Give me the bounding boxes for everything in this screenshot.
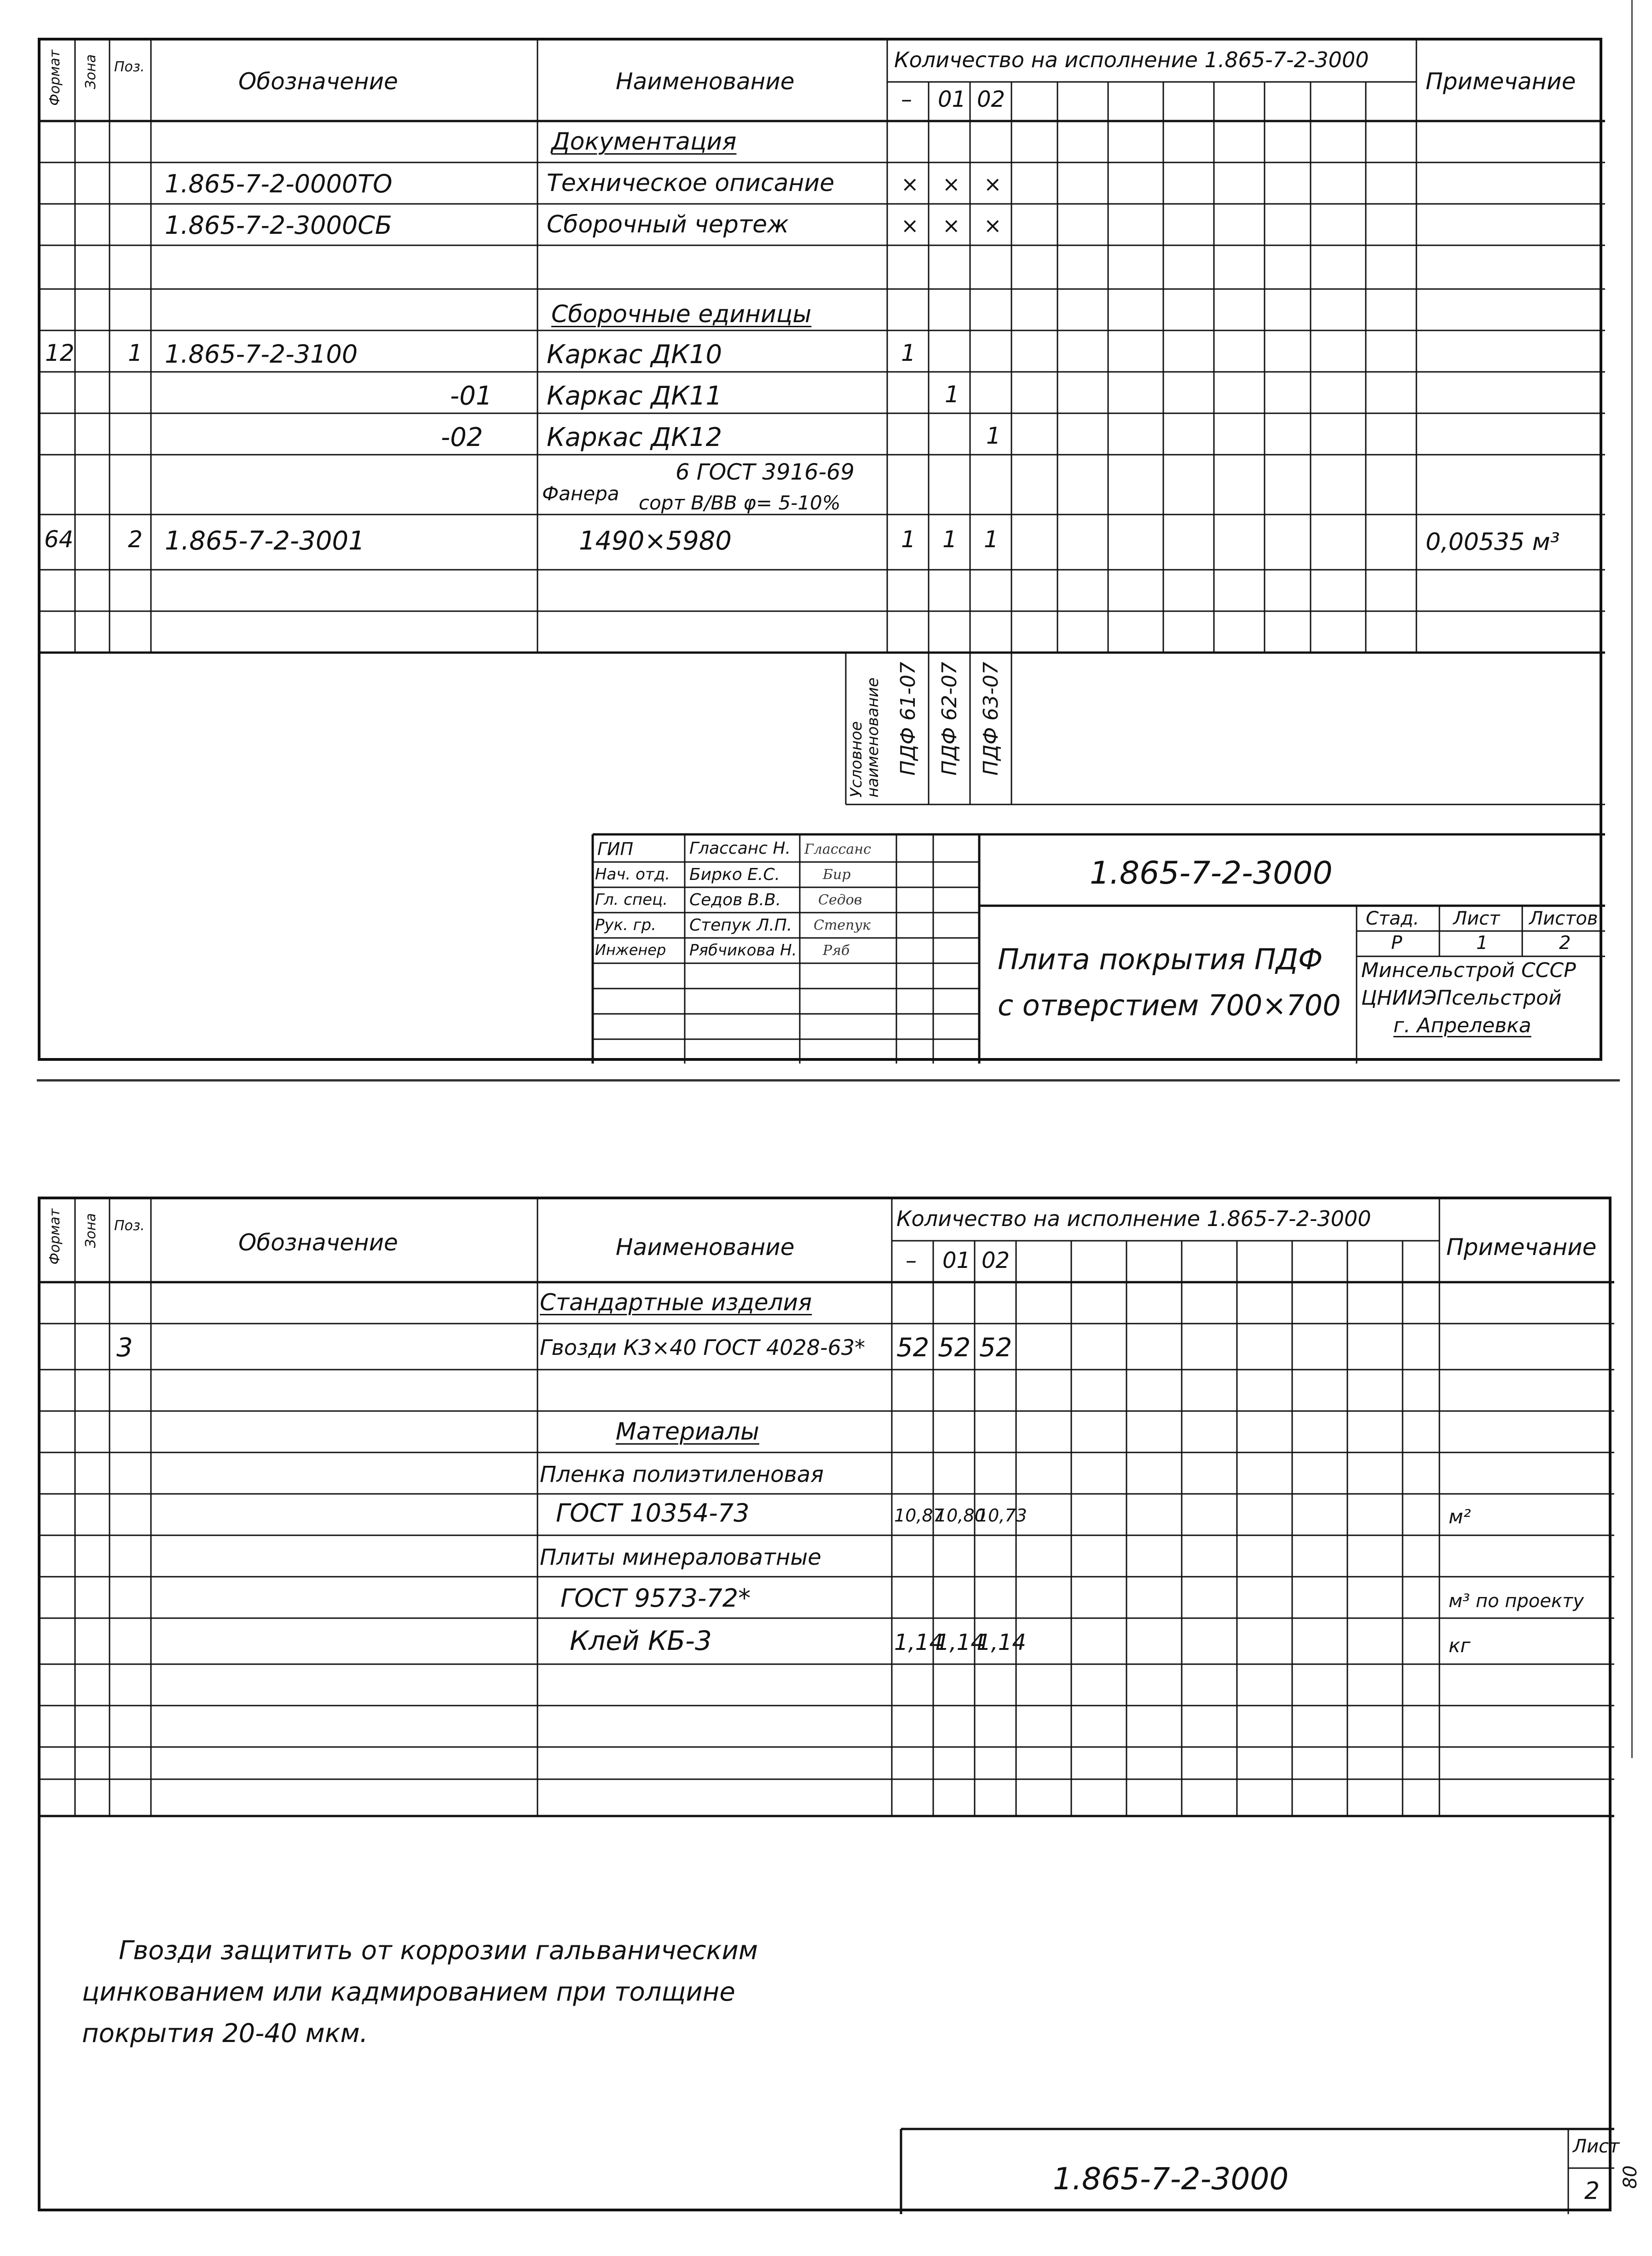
row-name: Гвозди К3×40 ГОСТ 4028-63*: [540, 1335, 866, 1360]
row-designation: 1.865-7-2-3000СБ: [165, 211, 392, 240]
conditional-name-label: Условное наименование: [847, 677, 882, 798]
row-format: 12: [45, 340, 75, 366]
qty-cell: 1: [945, 381, 959, 408]
row-note: 0,00535 м³: [1426, 528, 1560, 556]
header-zone: Зона: [83, 1213, 99, 1248]
qty-cell: ×: [901, 172, 919, 197]
plywood-label: Фанера: [542, 482, 619, 505]
qty-cell: 1: [942, 526, 957, 553]
stamp-doc-number: 1.865-7-2-3000: [1053, 2161, 1289, 2197]
qty-cell: 1,14: [936, 1630, 985, 1655]
qty-cell: 1: [901, 340, 916, 366]
qty-cell: 1: [986, 422, 1001, 449]
header-variant-01: 01: [942, 1248, 971, 1273]
header-note: Примечание: [1426, 68, 1576, 95]
row-designation: -01: [450, 381, 492, 411]
header-format: Формат: [47, 1209, 63, 1265]
staff-signature: Седов: [818, 892, 862, 908]
header-qty-title: Количество на исполнение 1.865-7-2-3000: [894, 47, 1369, 72]
conditional-name: ПДФ 63-07: [979, 662, 1003, 776]
org-line-2: ЦНИИЭПсельстрой: [1361, 986, 1562, 1010]
qty-cell: ×: [901, 213, 919, 238]
header-note: Примечание: [1446, 1234, 1597, 1261]
staff-signature: Ряб: [823, 943, 850, 959]
org-line-3: г. Апрелевка: [1393, 1014, 1531, 1037]
row-pos: 1: [128, 340, 143, 366]
qty-cell: 1: [984, 526, 999, 553]
right-edge-line: [1631, 0, 1633, 1758]
staff-name: Бирко Е.С.: [689, 865, 780, 884]
note-line: цинкованием или кадмированием при толщине: [82, 1977, 735, 2007]
qty-cell: 52: [979, 1333, 1012, 1363]
row-name: ГОСТ 10354-73: [556, 1498, 750, 1527]
section-materials: Материалы: [616, 1418, 759, 1446]
row-designation: 1.865-7-2-3100: [165, 340, 358, 369]
qty-cell: ×: [984, 213, 1002, 238]
row-name: ГОСТ 9573-72*: [560, 1584, 751, 1613]
row-pos: 2: [128, 526, 143, 553]
row-name: Пленка полиэтиленовая: [540, 1462, 824, 1487]
section-assembly-units: Сборочные единицы: [551, 301, 812, 328]
qty-cell: 52: [938, 1333, 971, 1363]
row-format: 64: [44, 526, 74, 553]
staff-role: Инженер: [595, 941, 666, 959]
row-name: Плиты минераловатные: [540, 1544, 821, 1570]
row-designation: 1.865-7-2-0000ТО: [165, 169, 393, 198]
staff-role: Нач. отд.: [595, 865, 670, 884]
qty-cell: ×: [942, 172, 960, 197]
title-line-2: с отверстием 700×700: [998, 989, 1341, 1022]
header-variant-base: –: [901, 87, 912, 112]
qty-cell: 1,14: [894, 1630, 943, 1655]
staff-name: Степук Л.П.: [689, 916, 792, 935]
staff-name: Глассанс Н.: [689, 839, 791, 858]
header-variant-02: 02: [982, 1248, 1010, 1273]
header-designation: Обозначение: [238, 1229, 398, 1256]
spec-sheet-2: [38, 1197, 1620, 2211]
row-note: м²: [1449, 1505, 1471, 1528]
header-pos: Поз.: [114, 1218, 145, 1234]
row-designation: -02: [441, 422, 483, 452]
row-pos: 3: [116, 1333, 133, 1363]
header-name: Наименование: [616, 68, 795, 95]
qty-cell: 1,14: [977, 1630, 1026, 1655]
row-name: 1490×5980: [579, 526, 732, 556]
staff-signature: Бир: [823, 867, 851, 883]
row-note: кг: [1449, 1634, 1471, 1657]
conditional-name: ПДФ 62-07: [938, 662, 961, 776]
row-name: Техническое описание: [547, 169, 835, 197]
staff-signature: Глассанс: [804, 841, 871, 857]
title-doc-number: 1.865-7-2-3000: [1090, 855, 1333, 891]
qty-cell: 10,73: [977, 1505, 1027, 1526]
plywood-grade: сорт В/ВВ φ= 5-10%: [639, 492, 841, 514]
stage-label: Стад.: [1366, 908, 1420, 929]
row-name: Каркас ДК12: [547, 422, 722, 452]
org-line-1: Минсельстрой СССР: [1361, 959, 1576, 982]
staff-role: ГИП: [597, 839, 634, 859]
section-documentation: Документация: [551, 128, 737, 156]
edge-mark: 80: [1620, 2165, 1641, 2189]
stamp-sheet-value: 2: [1584, 2177, 1600, 2205]
title-line-1: Плита покрытия ПДФ: [998, 943, 1323, 976]
header-format: Формат: [47, 50, 63, 106]
header-zone: Зона: [83, 54, 99, 89]
header-variant-01: 01: [938, 87, 966, 112]
qty-cell: ×: [984, 172, 1002, 197]
sheet-label: Лист: [1453, 908, 1500, 929]
conditional-name: ПДФ 61-07: [896, 662, 920, 776]
sheets-label: Листов: [1529, 908, 1598, 929]
header-designation: Обозначение: [238, 68, 398, 95]
header-qty-title: Количество на исполнение 1.865-7-2-3000: [896, 1206, 1371, 1231]
spec-sheet-1: [38, 38, 1602, 1061]
row-note: м³ по проекту: [1449, 1591, 1584, 1612]
plywood-standard: 6 ГОСТ 3916-69: [676, 459, 855, 485]
note-line: Гвозди защитить от коррозии гальваническим: [119, 1936, 758, 1966]
note-line: покрытия 20-40 мкм.: [82, 2019, 368, 2048]
staff-name: Рябчикова Н.: [689, 941, 797, 960]
stage-value: Р: [1391, 932, 1403, 954]
staff-signature: Степук: [814, 917, 871, 933]
stamp-sheet-label: Лист: [1573, 2136, 1620, 2157]
section-standard-items: Стандартные изделия: [540, 1289, 812, 1316]
sheets-value: 2: [1559, 932, 1571, 954]
row-designation: 1.865-7-2-3001: [165, 526, 365, 556]
header-variant-base: –: [906, 1248, 917, 1273]
row-name: Клей КБ-3: [570, 1625, 712, 1656]
staff-role: Рук. гр.: [595, 916, 657, 934]
staff-name: Седов В.В.: [689, 891, 781, 909]
row-name: Каркас ДК10: [547, 340, 722, 370]
qty-cell: 10,87: [894, 1505, 944, 1526]
sheet-value: 1: [1476, 932, 1488, 954]
row-name: Каркас ДК11: [547, 381, 722, 411]
header-variant-02: 02: [977, 87, 1005, 112]
sheet-separator: [37, 1079, 1620, 1082]
header-name: Наименование: [616, 1234, 795, 1261]
qty-cell: 10,80: [936, 1505, 986, 1526]
qty-cell: ×: [942, 213, 960, 238]
staff-role: Гл. спец.: [595, 891, 668, 909]
row-name: Сборочный чертеж: [547, 211, 789, 238]
qty-cell: 1: [901, 526, 916, 553]
header-pos: Поз.: [114, 59, 145, 75]
qty-cell: 52: [896, 1333, 930, 1363]
